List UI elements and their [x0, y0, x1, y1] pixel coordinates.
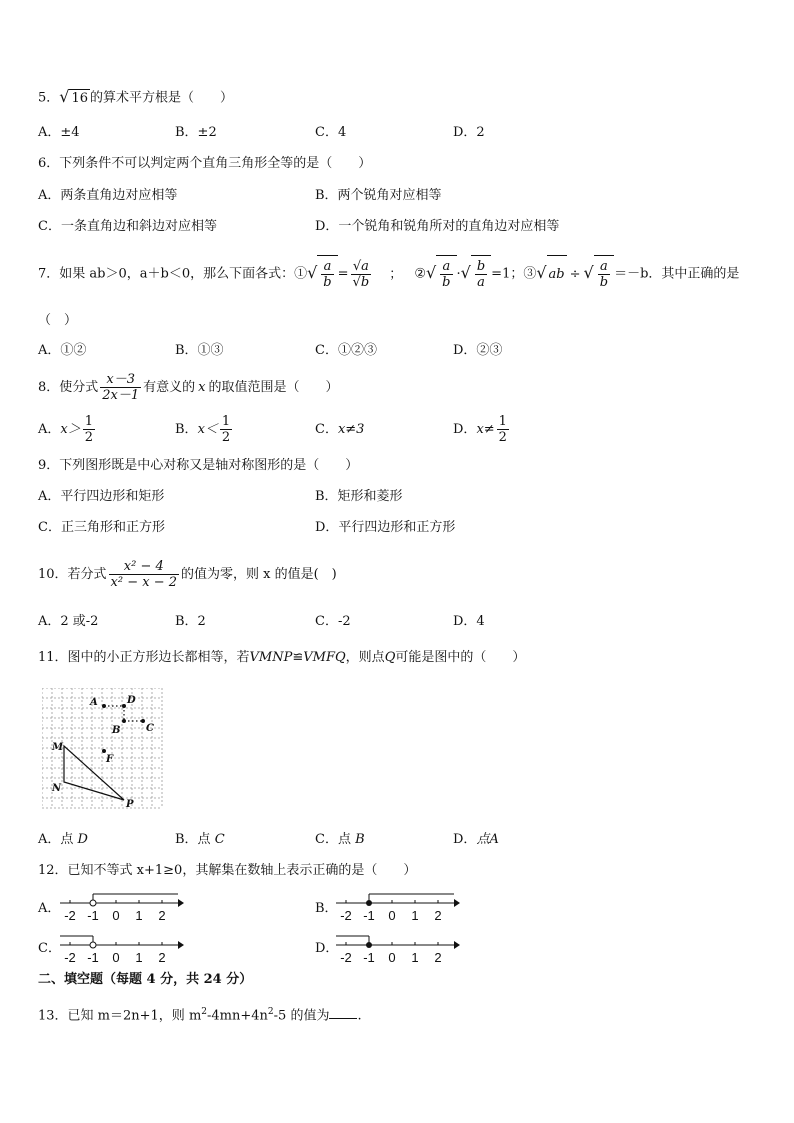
label-c: C: [146, 723, 154, 734]
tick-label: 0: [388, 950, 396, 965]
solid-point: [366, 942, 372, 948]
q8-den: 2x－1: [102, 388, 140, 403]
q11-text: ，则点: [345, 650, 385, 665]
q13-tail: -5 的值为: [273, 1008, 330, 1024]
q9-option-b: B．矩形和菱形: [315, 489, 403, 504]
q7-a: a: [321, 259, 333, 275]
q11-q: Q: [384, 650, 396, 665]
q11-b-point: C: [214, 832, 225, 847]
q8-c-label: C．: [315, 422, 338, 437]
section-2-title: 二、填空题（每题 4 分，共 24 分）: [38, 972, 253, 987]
point-d: [122, 704, 126, 708]
tick-label: 0: [112, 908, 120, 923]
q8-d-label: D．: [453, 422, 477, 437]
q8-d-den: 2: [498, 430, 507, 445]
q10-option-d: D．4: [453, 614, 485, 629]
q10-option-b: B．2: [175, 614, 206, 629]
q12-option-d-label: D．: [315, 941, 339, 956]
q7-ab: ab: [547, 255, 567, 294]
q7-sep: ；: [389, 266, 403, 282]
q7-a3: a: [440, 259, 452, 275]
tick-label: -2: [340, 908, 352, 923]
q12-option-c-label: C．: [38, 941, 61, 956]
q6-option-b: B．两个锐角对应相等: [315, 188, 442, 203]
tick-label: 0: [388, 908, 396, 923]
point-a: [102, 704, 106, 708]
q7-expr2-sqrt2: √ $\frac{b}{a}$: [461, 254, 492, 294]
q12-numberline-b: [336, 890, 461, 924]
q7-prefix: 7．如果 ab＞0，a＋b＜0，那么下面各式：①: [38, 266, 308, 282]
q11-tri1: VMNP: [249, 650, 293, 665]
q5-text: 的算术平方根是（ ）: [90, 90, 234, 106]
q9-option-d: D．平行四边形和正方形: [315, 520, 456, 535]
question-5: [38, 88, 233, 108]
q7-div: ÷: [569, 266, 581, 282]
tick-label: 1: [411, 950, 419, 965]
point-b: [122, 719, 126, 723]
label-f: F: [106, 754, 114, 765]
q8-a-frac: [83, 414, 95, 445]
question-9: 9．下列图形既是中心对称又是轴对称图形的是（ ）: [38, 458, 359, 473]
q8-d-num: 1: [498, 414, 507, 429]
q8-prefix: 8．使分式: [38, 380, 99, 395]
q8-b-expr: x＜: [197, 422, 218, 437]
q12-numberline-d: [336, 932, 461, 966]
q5-option-a: A．±4: [38, 125, 80, 140]
tick-label: 2: [158, 950, 166, 965]
q8-option-d: [453, 412, 511, 448]
tick-label: 2: [434, 908, 442, 923]
tick-label: -1: [363, 908, 375, 923]
q8-a-num: 1: [84, 414, 94, 429]
q5-radicand: 16: [71, 91, 89, 106]
q7-circle-2: ②: [414, 266, 426, 282]
tick-label: -1: [87, 908, 99, 923]
q10-fraction: [109, 559, 179, 590]
q11-option-a: [38, 831, 88, 849]
q7-b4: b: [476, 259, 486, 274]
q7-eqb: ＝－b．其中正确的是: [614, 266, 740, 282]
question-7: 7．如果 ab＞0，a＋b＜0，那么下面各式：①√ $\frac{a}{b}$ = $\frac{√a}{√b}$ ； ②√ $\frac{a}{b}$ ·√ $\frac{b}{a}$ =1；③√ ab ÷ √ $\frac{a}{b}$ ＝－b．其中正确的是: [38, 254, 739, 294]
label-p: P: [126, 799, 134, 810]
q7-b2: b: [360, 274, 370, 290]
q11-cong: ≌: [292, 650, 304, 665]
tick-label: 2: [158, 908, 166, 923]
q9-option-a: A．平行四边形和矩形: [38, 489, 165, 504]
q10-text: 的值为零，则 x 的值是( ): [181, 567, 337, 582]
q11-b-label: B．点: [175, 832, 215, 847]
q10-option-a: A．2 或-2: [38, 614, 99, 629]
point-c: [141, 719, 145, 723]
q8-d-frac: [497, 414, 509, 445]
q11-grid-figure: [42, 688, 166, 816]
triangle-mnp: [64, 746, 124, 800]
q7-option-d: D．②③: [453, 343, 503, 358]
q12-option-a-label: A．: [38, 901, 61, 916]
q13-answer-blank[interactable]: [329, 1006, 357, 1019]
q7-expr3-sqrt1: √ ab: [536, 254, 566, 294]
q8-a-expr: x＞: [60, 422, 81, 437]
tick-label: -1: [363, 950, 375, 965]
q11-d-point: 点A: [476, 832, 499, 847]
question-6: 6．下列条件不可以判定两个直角三角形全等的是（ ）: [38, 156, 372, 171]
q11-a-point: D: [77, 832, 88, 847]
q7-paren: （ ）: [38, 313, 78, 328]
q12-numberline-c: [60, 932, 185, 966]
q13-sup: 2: [201, 1007, 208, 1017]
question-11: [38, 649, 525, 667]
label-b: B: [112, 725, 121, 736]
q11-tri2: VMFQ: [303, 650, 346, 665]
tick-label: -2: [64, 908, 76, 923]
solid-point: [366, 900, 372, 906]
q8-option-a: [38, 412, 97, 448]
q8-text: 有意义的: [143, 380, 196, 395]
q7-expr1-rhs: $\frac{√a}{√b}$: [352, 258, 370, 290]
q9-option-c: C．正三角形和正方形: [38, 520, 165, 535]
q7-expr3-sqrt2: √ $\frac{a}{b}$: [584, 254, 615, 294]
q5-option-d: D．2: [453, 125, 485, 140]
q10-num: x² − 4: [109, 559, 179, 575]
q13-prefix: 13．已知 m＝2n+1，则 m: [38, 1008, 202, 1024]
q12-option-b-label: B．: [315, 901, 338, 916]
tick-label: -2: [340, 950, 352, 965]
q7-a2: a: [361, 258, 369, 274]
q7-expr2-sqrt1: √ $\frac{a}{b}$: [426, 254, 457, 294]
q13-mid: -4mn+4n: [207, 1008, 268, 1024]
q7-option-c: C．①②③: [315, 343, 377, 358]
q11-a-label: A．点: [38, 832, 78, 847]
q11-prefix: 11．图中的小正方形边长都相等，若: [38, 650, 250, 665]
q8-num: x－3: [100, 372, 141, 388]
q7-b5: b: [599, 275, 609, 290]
sqrt-16: √ 16: [59, 87, 89, 106]
hollow-point: [90, 900, 96, 906]
q8-x: x: [198, 380, 206, 395]
q7-a4: a: [477, 275, 485, 290]
q11-c-label: C．点: [315, 832, 356, 847]
q7-eq1: =1；③: [491, 266, 537, 282]
q8-option-b: [175, 412, 234, 448]
q5-number: 5．: [38, 90, 60, 106]
q13-end: .: [357, 1008, 362, 1024]
question-10: [38, 556, 337, 594]
q11-d-label: D．: [453, 832, 477, 847]
q10-option-c: C．-2: [315, 614, 351, 629]
label-a: A: [90, 697, 98, 708]
tick-label: 1: [135, 908, 143, 923]
label-d: D: [127, 695, 136, 706]
q8-fraction: [100, 372, 141, 403]
q8-text2: 的取值范围是（ ）: [208, 380, 339, 395]
tick-label: -2: [64, 950, 76, 965]
hollow-point: [90, 942, 96, 948]
tick-label: 0: [112, 950, 120, 965]
label-n: N: [52, 783, 62, 794]
q7-expr1-sqrt: √ $\frac{a}{b}$: [307, 254, 338, 294]
q12-numberline-a: [60, 890, 185, 924]
q6-option-a: A．两条直角边对应相等: [38, 188, 178, 203]
q8-b-den: 2: [221, 430, 231, 445]
question-12: 12．已知不等式 x+1≥0，其解集在数轴上表示正确的是（ ）: [38, 863, 417, 878]
q11-option-c: [315, 831, 365, 849]
q8-a-label: A．: [38, 422, 61, 437]
q5-option-c: C．4: [315, 125, 347, 140]
q8-d-expr: x≠: [476, 422, 495, 437]
q10-prefix: 10．若分式: [38, 567, 107, 582]
q7-b: b: [323, 275, 332, 290]
tick-label: 1: [135, 950, 143, 965]
q13-sup-b: 2: [267, 1007, 274, 1017]
q7-a5: a: [598, 259, 610, 275]
q7-option-b: B．①③: [175, 343, 224, 358]
q8-b-frac: [220, 414, 232, 445]
q7-option-a: A．①②: [38, 343, 87, 358]
tick-label: -1: [87, 950, 99, 965]
tick-label: 1: [411, 908, 419, 923]
q6-option-d: D．一个锐角和锐角所对的直角边对应相等: [315, 219, 560, 234]
q8-b-label: B．: [175, 422, 198, 437]
q7-b3: b: [442, 275, 451, 290]
q5-option-b: B．±2: [175, 125, 217, 140]
q10-den: x² − x − 2: [110, 575, 178, 590]
point-f: [102, 749, 106, 753]
q8-a-den: 2: [84, 430, 94, 445]
q6-option-c: C．一条直角边和斜边对应相等: [38, 219, 217, 234]
q11-option-d: [453, 831, 499, 849]
label-m: M: [52, 742, 64, 753]
question-8: [38, 370, 339, 406]
q8-b-num: 1: [221, 414, 231, 429]
question-13: [38, 1003, 362, 1025]
q11-option-b: [175, 831, 225, 849]
q8-option-c: [315, 412, 364, 448]
q11-c-point: B: [355, 832, 365, 847]
q8-c-expr: x≠3: [337, 422, 365, 437]
tick-label: 2: [434, 950, 442, 965]
q11-text2: 可能是图中的（ ）: [395, 650, 526, 665]
